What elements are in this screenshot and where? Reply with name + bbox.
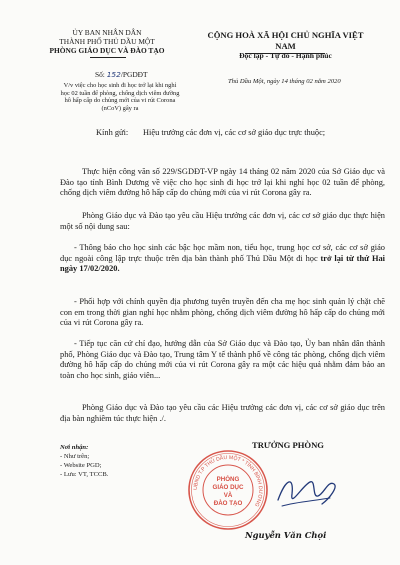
recipient-item: - Website PGD; bbox=[60, 462, 102, 469]
addressee-value: Hiệu trưởng các đơn vị, các cơ sở giáo dục trực thuộc; bbox=[143, 128, 326, 137]
body-paragraph-5: - Tiếp tục căn cứ chỉ đạo, hướng dẫn của Sở Giáo dục và Đào tạo, Ủy ban nhân dân thành phố, Phòng Giáo dục và Đào tạo, Trung tâm Y tế thành phố về công tác phòng, chống dịch viêm đường hô hấp cấp do chủng mới của vi rút Corona gây ra một các hiệu quả nhằm đảm bảo an toàn cho học sinh, giáo viên... bbox=[60, 339, 385, 380]
seal-line-3: VÀ bbox=[223, 492, 233, 499]
agency-underline bbox=[90, 57, 126, 58]
document-subject: V/v việc cho học sinh đi học trở lại khi nghỉ học 02 tuần để phòng, chống dịch viêm đường hô hấp cấp do chủng mới của vi rút Corona (nCoV) gây ra bbox=[60, 82, 180, 112]
document-number bbox=[95, 70, 148, 79]
doc-number-handwritten: 152 bbox=[106, 70, 121, 79]
body-paragraph-6: Phòng Giáo dục và Đào tạo yêu cầu các Hiệu trưởng các đơn vị, các cơ sở giáo dục trên địa bàn nghiêm túc thực hiện ./. bbox=[60, 403, 385, 423]
handwritten-signature bbox=[272, 468, 342, 518]
agency-line-3: PHÒNG GIÁO DỤC VÀ ĐÀO TẠO bbox=[49, 46, 165, 55]
addressee-label: Kính gửi: bbox=[96, 128, 129, 137]
signer-name: Nguyễn Văn Chọi bbox=[245, 530, 327, 540]
recipient-item: - Lưu: VT, TCCB. bbox=[60, 471, 109, 478]
official-seal bbox=[186, 448, 270, 532]
signature-title: TRƯỞNG PHÒNG bbox=[251, 440, 324, 450]
seal-line-1: PHÒNG bbox=[216, 476, 240, 483]
body-paragraph-3-bold: trở lại từ thứ Hai ngày 17/02/2020. bbox=[60, 253, 385, 274]
doc-number-prefix: Số: bbox=[95, 70, 105, 79]
national-title: CỘNG HOÀ XÃ HỘI CHỦ NGHĨA VIỆT NAM bbox=[207, 30, 364, 51]
body-paragraph-3 bbox=[60, 243, 385, 275]
national-header bbox=[198, 30, 373, 62]
seal-line-2: GIÁO DỤC bbox=[212, 484, 244, 491]
body-paragraph-3-text: - Thông báo cho học sinh các bậc học mầm non, tiểu học, trung học cơ sở, các cơ sở giáo dục ngoài công lập trực thuộc trên địa bàn thành phố Thủ Dầu Một đi học bbox=[60, 243, 385, 263]
motto-underline bbox=[245, 53, 325, 54]
seal-ring-text: UBND T.P THỦ DẦU MỘT * TỈNH BÌNH DƯƠNG bbox=[192, 454, 264, 508]
body-paragraph-4: - Phối hợp với chính quyền địa phương tuyên truyền đến cha mẹ học sinh quản lý chặt chẽ con em trong thời gian nghỉ học nhằm phòng, chống dịch viêm đường hô hấp cấp do chủng mới của vi rút Corona gây ra. bbox=[60, 297, 385, 328]
agency-line-1: ỦY BAN NHÂN DÂN bbox=[72, 28, 142, 37]
national-motto: Độc lập - Tự do - Hạnh phúc bbox=[239, 51, 332, 60]
recipients-title: Nơi nhận: bbox=[60, 444, 89, 451]
body-paragraph-1: Thực hiện công văn số 229/SGDĐT-VP ngày 14 tháng 02 năm 2020 của Sở Giáo dục và Đào tạo tỉnh Bình Dương về việc cho học sinh đi học trở lại khi nghỉ học 02 tuần để phòng, chống dịch viêm đường hô hấp cấp do chủng mới của vi rút Corona gây ra. bbox=[60, 167, 385, 198]
seal-line-4: ĐÀO TẠO bbox=[213, 500, 243, 507]
agency-line-2: THÀNH PHỐ THỦ DẦU MỘT bbox=[59, 37, 155, 46]
body-paragraph-2: Phòng Giáo dục và Đào tạo yêu cầu Hiệu trưởng các đơn vị, các cơ sở giáo dục thực hiện một số nội dung sau: bbox=[60, 211, 385, 231]
recipients bbox=[60, 443, 180, 479]
recipient-item: - Như trên; bbox=[60, 453, 90, 460]
dateline: Thủ Dầu Một, ngày 14 tháng 02 năm 2020 bbox=[228, 78, 341, 85]
doc-number-suffix: /PGDĐT bbox=[120, 70, 148, 79]
agency-header bbox=[32, 28, 182, 55]
